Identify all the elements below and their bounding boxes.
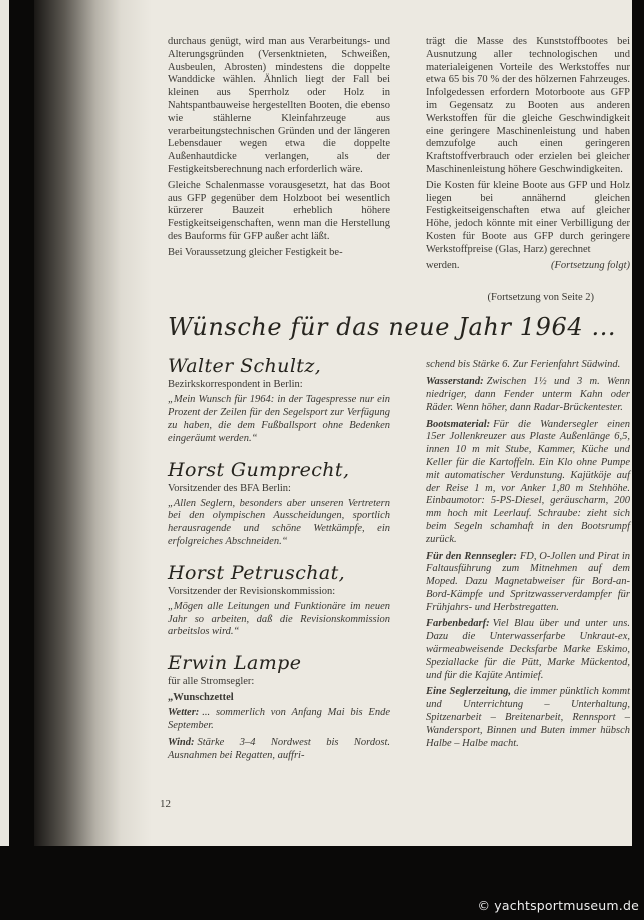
topic-lead: Für den Rennsegler: — [426, 550, 517, 562]
article-paragraph: Bei Voraussetzung gleicher Festigkeit be- — [168, 246, 343, 258]
topic-item — [426, 419, 630, 547]
entry-role: für alle Stromsegler: — [168, 676, 255, 688]
entry-quote: „Mein Wunsch für 1964: in der Tagespresse nur ein Prozent der Zeilen für den Segelsport zur Verfügung zu haben, die dem Fußballsport ohne Bedenken eingeräumt werden.“ — [168, 394, 390, 444]
topic-text: Für die Wandersegler einen 15er Jollenkreuzer aus Plaste Außenlänge 6,5, innen 10 m mit Stube, Kammer, Küche und Keller für die Kartoffeln. Ein Klo ohne Pumpe mit automatischer Verdunstung. Kajütköje auf der Reise 1 m, vor Anker 1,80 m Stehhöhe. Einbaumotor: 5-PS-Diesel, geräuscharm, 200 mm hoch mit Leerlauf. Schraube: zieht sich beim Segeln schamhaft in den Bootsrumpf zurück. — [426, 418, 630, 545]
topic-text: Viel Blau über und unter uns. Dazu die Unterwasserfarbe Unkraut-ex, wärmeabweisende Decksfarbe Marke Eskimo, Speziallacke für die Pütt, Marke Mückentod, und für die Kajüte Antimief. — [426, 618, 630, 681]
wishlist-item-text: Stärke 3–4 Nordwest bis Nordost. Ausnahmen bei Regatten, auffri- — [168, 736, 390, 761]
feature-left-column — [168, 355, 390, 762]
entry-name: Horst Gumprecht, — [168, 458, 350, 481]
topic-text: FD, O-Jollen und Pirat in Faltausführung zum Mitnehmen auf dem Moped. Dazu Magnetabweiser für Bord-an-Bord-Kämpfe und Spritzwasserverdampfer für Frühjahrs- und Herbstregatten. — [426, 550, 631, 613]
topic-lead: Wasserstand: — [426, 376, 484, 388]
wishlist-item-lead: Wind: — [168, 736, 195, 748]
entry-name: Horst Petruschat, — [168, 561, 346, 584]
watermark-credit: © yachtsportmuseum.de — [477, 898, 639, 913]
topic-lead: Bootsmaterial: — [426, 418, 491, 430]
feature-title: Wünsche für das neue Jahr 1964 ... — [168, 313, 617, 342]
wishlist-item — [168, 737, 390, 763]
topic-text: die immer pünktlich kommt und Unterrichtung – Unterhaltung, Spitzenarbeit – Breitenarbeit, Rennsport – Wandersport, Binnen und Buten immer hübsch Halbe – Halbe macht. — [426, 686, 630, 749]
wishlist-title: „Wunschzettel — [168, 692, 234, 704]
scan-edge-strip — [0, 0, 9, 846]
entry-name: Erwin Lampe — [168, 652, 302, 675]
page-number: 12 — [160, 798, 171, 810]
wish-entry — [168, 652, 390, 762]
feature-right-column — [426, 355, 630, 762]
wish-entry — [168, 355, 390, 445]
entry-quote: „Mögen alle Leitungen und Funktionäre im neuen Jahr so arbeiten, daß die Revisionskommission arbeitslos wird.“ — [168, 600, 390, 638]
article-paragraph: trägt die Masse des Kunststoffbootes bei Ausnutzung aller technologischen und materialeigenen Vorteile des Werkstoffes nur etwa 65 bis 70 % der des hölzernen Fahrzeuges. Infolgedessen erfordern Motorboote aus GFP im Gegensatz zu Booten aus anderen Werkstoffen für die gleiche Geschwindigkeit eine geringere Maschinenleistung und haben demzufolge auch einen geringeren Kraftstoffverbrauch oder erzielen bei gleicher Maschinenleistung höhere Geschwindigkeiten. — [426, 36, 630, 175]
topic-lead: Eine Seglerzeitung, — [426, 686, 512, 698]
article-top — [168, 36, 630, 272]
continued-from-note: (Fortsetzung von Seite 2) — [487, 292, 594, 304]
topic-text: Zwischen 1½ und 3 m. Wenn niedriger, dann Fender unterm Kahn oder Räder. Wenn höher, dann Radar-Brückentester. — [426, 376, 630, 413]
topic-item — [426, 618, 630, 682]
entry-name: Walter Schultz, — [168, 355, 322, 378]
article-paragraph: Die Kosten für kleine Boote aus GFP und Holz liegen bei annähernd gleichen Festigkeitseigenschaften etwa auf gleicher Höhe, jedoch könnte mit einer Verbilligung der Kosten für Boote aus GFP durch geringere Werkstoffpreise (Glas, Harz) gerechnet — [426, 179, 630, 255]
feature-section — [168, 355, 630, 762]
topic-text: schend bis Stärke 6. Zur Ferienfahrt Südwind. — [426, 359, 621, 371]
topic-item — [426, 359, 630, 372]
article-paragraph: durchaus genügt, wird man aus Verarbeitungs- und Alterungsgründen (Versenktnieten, Schweißen, Ausbeulen, Abrosten) mindestens die doppelte Wanddicke wählen. Ähnlich liegt der Fall bei kleinen aus Sperrholz oder Holz in Nahtspantbauweise hergestellten Booten, die ebenso wie stählerne Kleinfahrzeuge aus verarbeitungstechnischen Gründen und der längeren Lebensdauer wegen etwa die doppelte Außenhautdicke verlangen, als der Festigkeitsberechnung nach erforderlich wäre. — [168, 36, 390, 175]
entry-quote: „Allen Seglern, besonders aber unseren Vertretern bei den olympischen Ausscheidungen, sportlich herausragende und schöne Wettkämpfe, ein erfolgreiches Abschneiden.“ — [168, 497, 390, 547]
article-left-column — [168, 36, 390, 272]
binding-shadow — [34, 0, 152, 846]
wishlist-item — [168, 707, 390, 733]
topic-lead: Farbenbedarf: — [426, 618, 490, 630]
entry-role: Vorsitzender der Revisionskommission: — [168, 585, 336, 597]
entry-role: Bezirkskorrespondent in Berlin: — [168, 379, 303, 391]
wish-entry — [168, 562, 390, 639]
topic-item — [426, 686, 630, 750]
page-sheet — [34, 0, 632, 846]
continuation-marker: (Fortsetzung folgt) — [550, 259, 630, 271]
wishlist-item-lead: Wetter: — [168, 707, 200, 719]
entry-role: Vorsitzender des BFA Berlin: — [168, 482, 291, 494]
wishlist-item-text: ... sommerlich von Anfang Mai bis Ende September. — [168, 707, 390, 731]
article-right-column — [426, 36, 630, 272]
wish-entry — [168, 459, 390, 549]
topic-item — [426, 376, 630, 414]
topic-item — [426, 551, 630, 615]
page-content — [168, 36, 630, 762]
article-last-line — [426, 260, 630, 273]
article-paragraph: Gleiche Schalenmasse vorausgesetzt, hat das Boot aus GFP gegenüber dem Holzboot bei wesentlich kürzerer Bauzeit erheblich höhere Festigkeitseigenschaften, wenn man die Herstellung des Bauforms für GFP außer acht läßt. — [168, 179, 390, 242]
article-tail-word: werden. — [426, 259, 460, 271]
